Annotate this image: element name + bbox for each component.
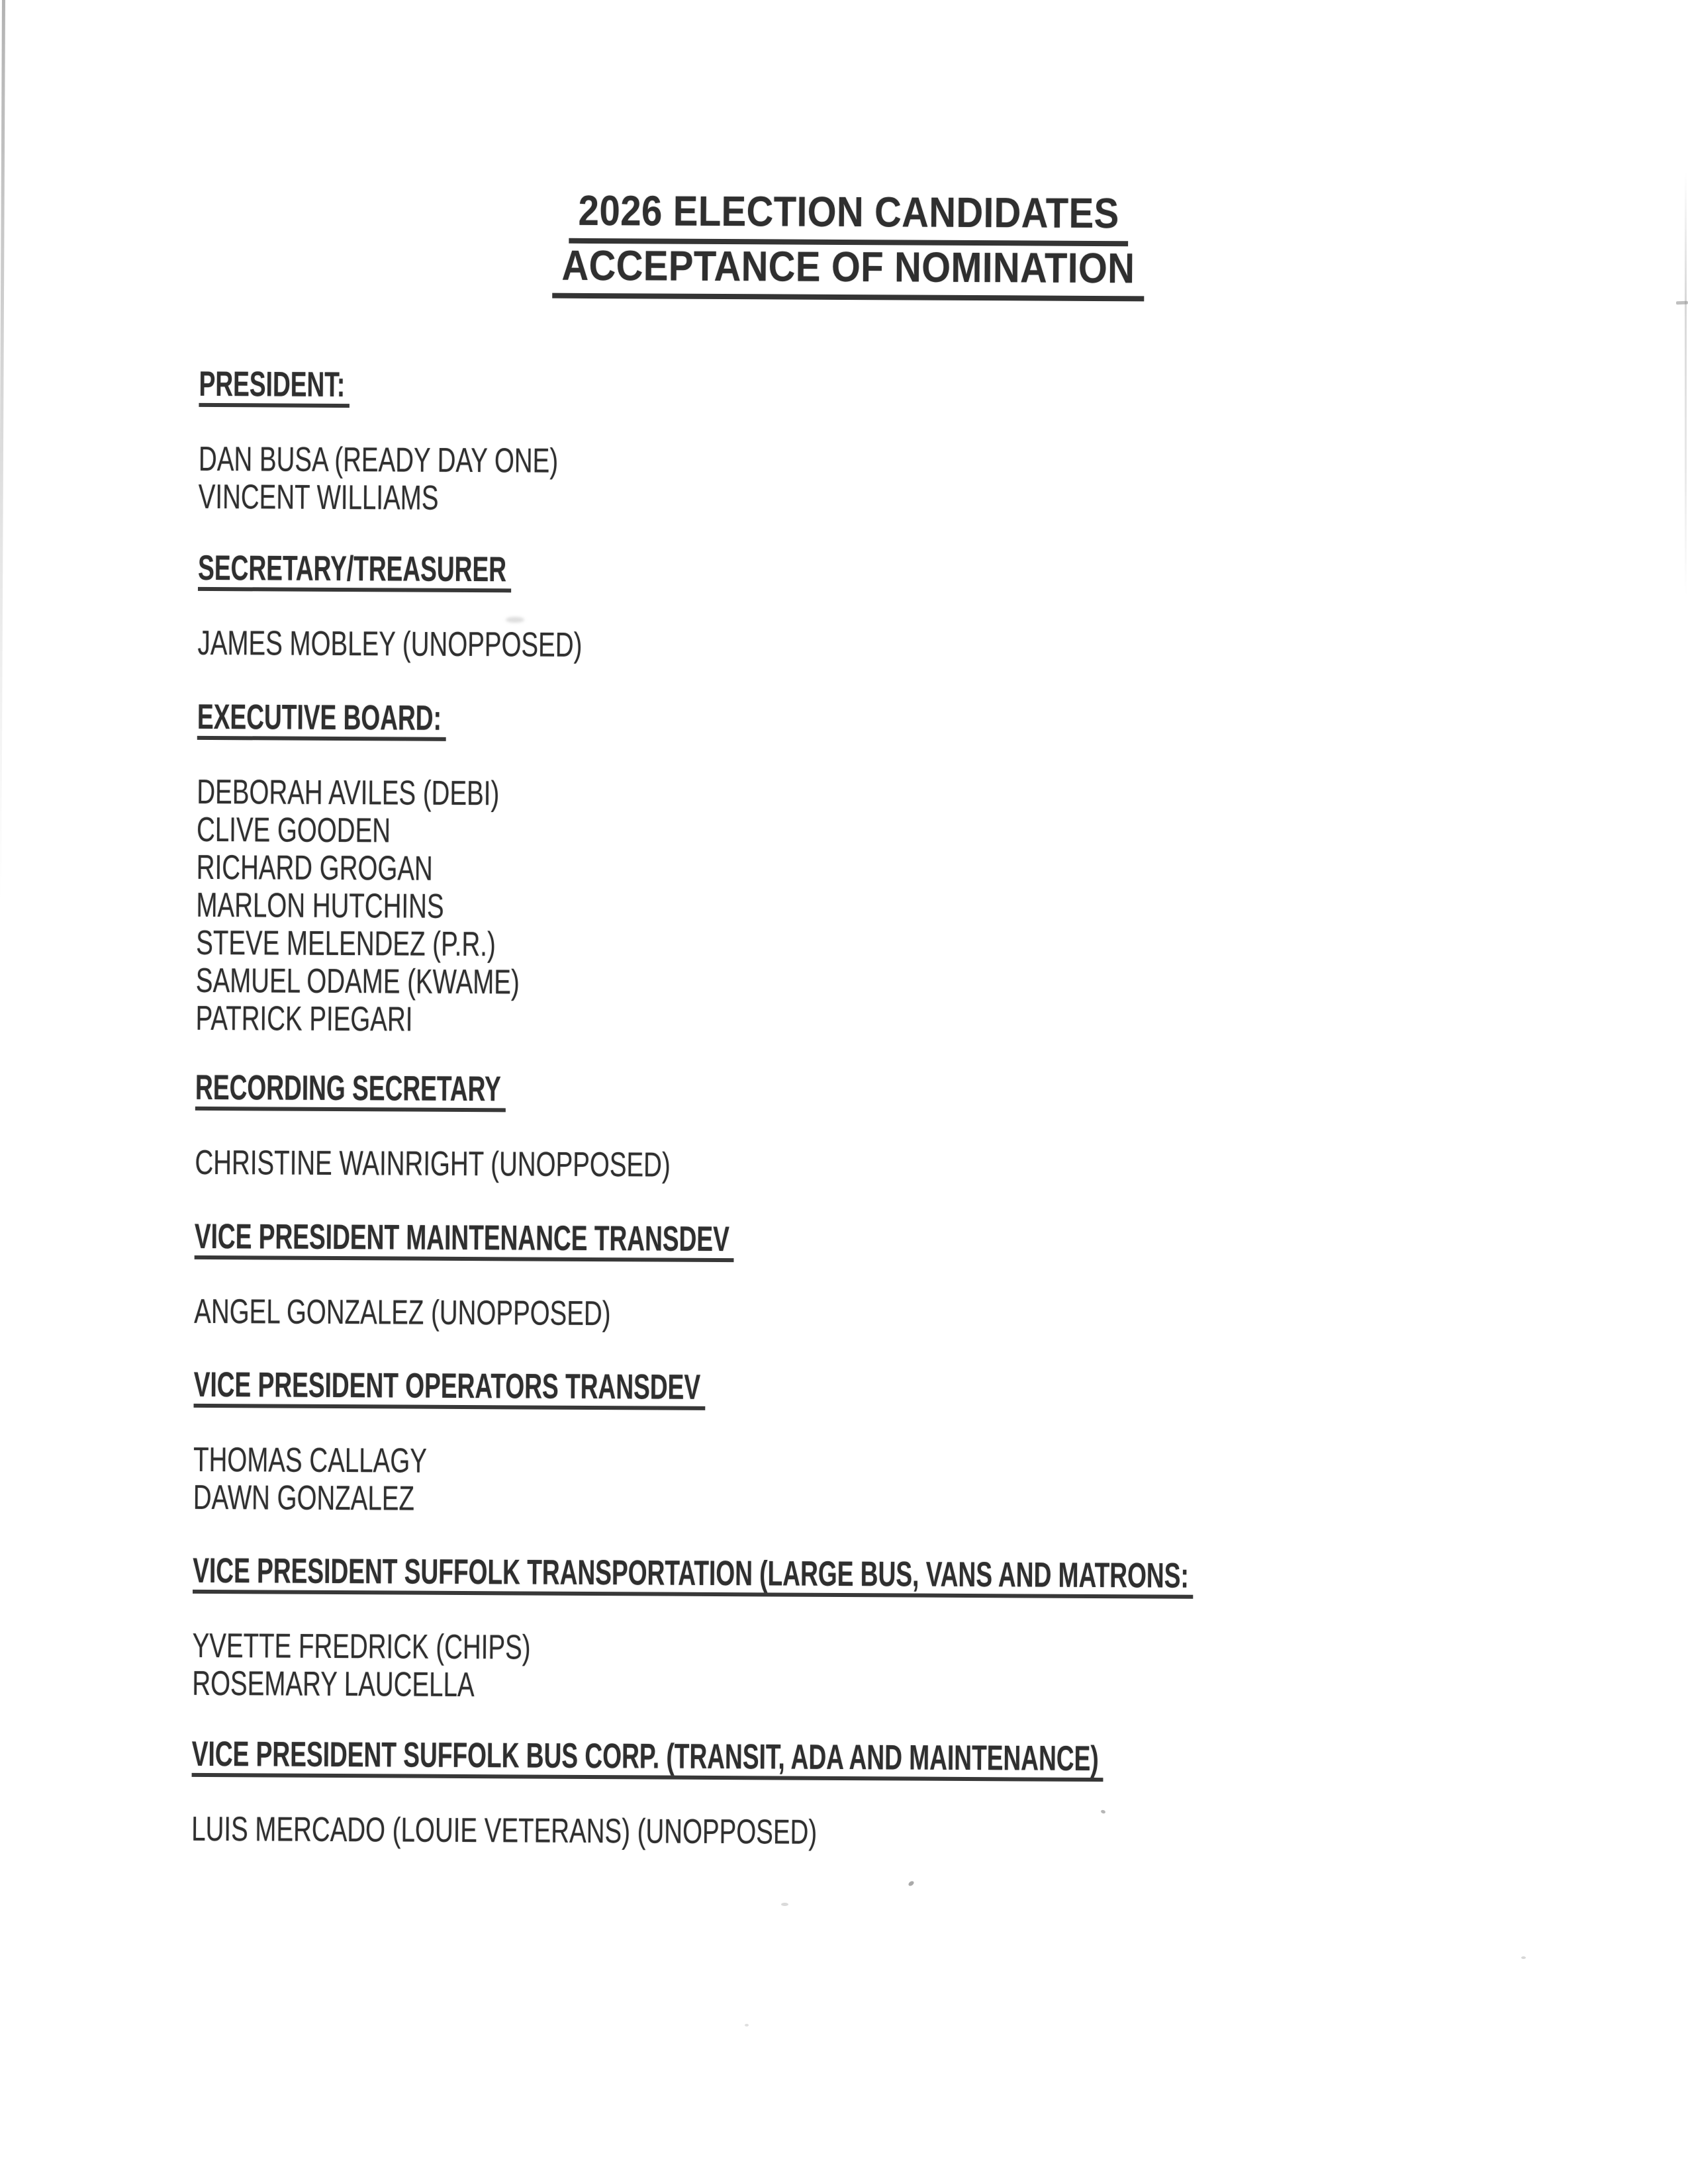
title-line-1: 2026 ELECTION CANDIDATES [569,183,1129,246]
candidate-row [197,625,717,665]
candidate-name: DAWN GONZALEZ [193,1478,415,1518]
section-heading-text: SECRETARY/TREASURER [198,549,511,592]
blank-line [195,1107,838,1148]
scan-speck-artifact [1521,1956,1526,1959]
candidate-name: ROSEMARY LAUCELLA [192,1664,475,1705]
candidate-row [196,962,633,1002]
section-heading-text: PRESIDENT: [199,365,350,408]
candidate-row [194,1293,965,1335]
candidate-name: PATRICK PIEGARI [195,999,413,1039]
section-secretary-treasurer [197,549,718,665]
section-heading [193,1552,1622,1597]
section-heading [198,549,718,590]
section-heading-text: VICE PRESIDENT SUFFOLK TRANSPORTATION (LARGE BUS, VANS AND MATRONS: [193,1552,1194,1599]
section-heading-text: EXECUTIVE BOARD: [197,698,446,741]
section-vp-suffolk-bus-corp [191,1735,1494,1855]
section-heading [195,1069,838,1110]
candidate-row [199,441,684,481]
candidate-name: VINCENT WILLIAMS [198,477,439,518]
section-heading-text: RECORDING SECRETARY [195,1069,506,1112]
section-heading [197,698,635,738]
scan-smudge-artifact [506,617,524,623]
section-executive-board [195,698,634,1040]
candidate-row [197,849,634,889]
candidate-name: STEVE MELENDEZ (P.R.) [196,923,496,964]
candidate-row [196,925,633,964]
candidate-name: LUIS MERCADO (LOUIE VETERANS) (UNOPPOSED) [191,1809,818,1852]
candidate-row [197,811,634,851]
title-row-2 [4,235,1688,298]
section-heading [195,1218,966,1259]
blank-line [197,736,635,776]
title-line-2: ACCEPTANCE OF NOMINATION [552,238,1144,302]
section-president [199,365,685,519]
section-heading-text: VICE PRESIDENT MAINTENANCE TRANSDEV [195,1218,734,1262]
scan-speck-artifact [781,1903,788,1906]
candidate-name: CLIVE GOODEN [196,810,391,850]
candidate-row [195,1000,633,1040]
section-recording-secretary [195,1069,838,1185]
candidate-row [197,774,634,813]
blank-line [198,587,718,627]
candidate-row [196,887,633,927]
scan-right-tick-artifact [1676,301,1688,305]
candidate-row [193,1479,924,1521]
candidate-name: RICHARD GROGAN [196,848,433,888]
candidate-row [191,1811,1493,1855]
candidate-name: SAMUEL ODAME (KWAME) [195,961,520,1002]
candidate-name: MARLON HUTCHINS [196,886,444,926]
section-heading [192,1735,1494,1780]
candidate-row [193,1441,924,1483]
blank-line [193,1404,924,1445]
candidate-row [199,478,684,519]
section-vp-operators-transdev [193,1366,925,1521]
section-heading [194,1366,925,1408]
section-heading [199,365,684,406]
title-row-1 [5,180,1688,244]
blank-line [199,403,684,443]
candidate-name: DAN BUSA (READY DAY ONE) [198,439,559,480]
candidate-name: JAMES MOBLEY (UNOPPOSED) [197,623,583,664]
document-title [4,180,1688,298]
section-vp-suffolk-transportation [192,1552,1622,1710]
section-heading-text: VICE PRESIDENT OPERATORS TRANSDEV [193,1366,705,1410]
candidate-name: CHRISTINE WAINRIGHT (UNOPPOSED) [195,1143,671,1185]
blank-line [194,1255,965,1297]
candidate-name: YVETTE FREDRICK (CHIPS) [192,1626,531,1667]
scan-speck-artifact [745,2024,749,2026]
section-vp-maintenance-transdev [194,1218,965,1335]
candidate-name: DEBORAH AVILES (DEBI) [197,772,500,813]
scan-right-edge-artifact [1685,172,1687,596]
candidate-name: ANGEL GONZALEZ (UNOPPOSED) [194,1292,611,1334]
candidate-row [192,1665,1622,1710]
candidate-name: THOMAS CALLAGY [193,1440,428,1480]
candidate-row [195,1144,837,1185]
section-heading-text: VICE PRESIDENT SUFFOLK BUS CORP. (TRANSIT, ADA AND MAINTENANCE) [192,1735,1103,1782]
